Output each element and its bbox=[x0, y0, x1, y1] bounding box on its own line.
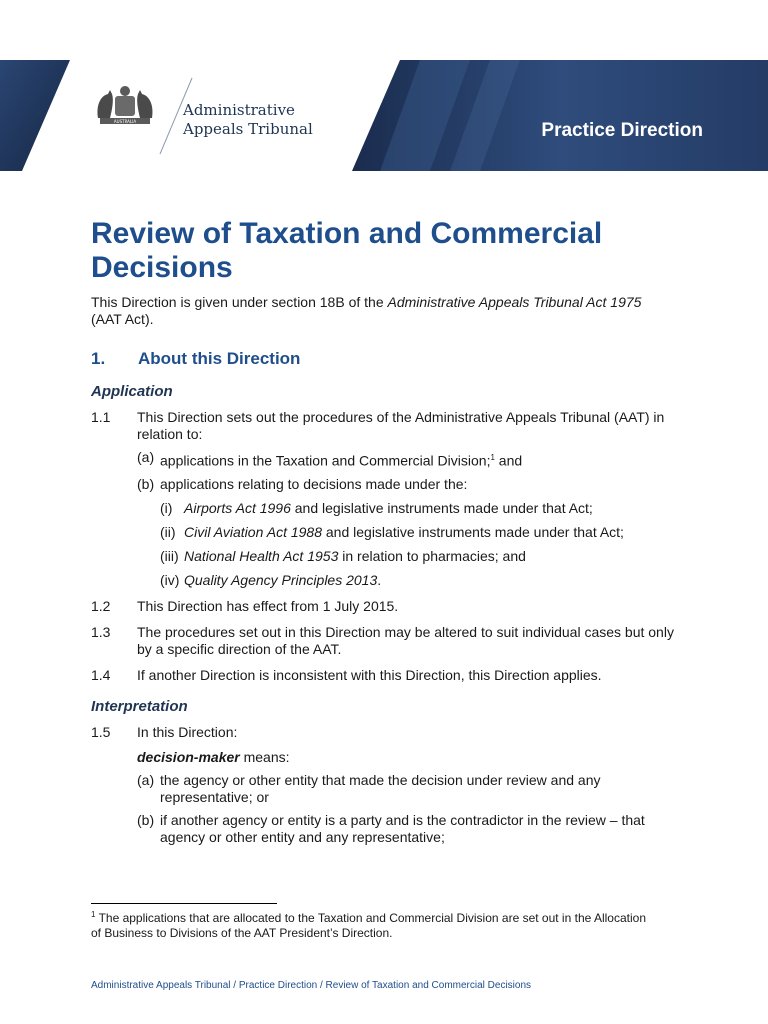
subparagraph-label: (b) bbox=[137, 811, 155, 828]
paragraph-number: 1.1 bbox=[91, 409, 111, 425]
list-item-label: (iv) bbox=[160, 571, 180, 588]
page-title: Review of Taxation and Commercial Decisions bbox=[91, 217, 603, 284]
paragraph-1-1 bbox=[91, 409, 691, 443]
footnote-divider bbox=[91, 903, 277, 904]
list-item-label: (i) bbox=[160, 499, 173, 516]
org-name-line1: Administrative bbox=[183, 101, 295, 119]
footnote-text: The applications that are allocated to the Taxation and Commercial Division are set out in the Allocation of Business to Divisions of the AAT President’s Direction. bbox=[91, 911, 646, 940]
paragraph-text: This Direction sets out the procedures of the Administrative Appeals Tribunal (AAT) in relation to: bbox=[137, 409, 665, 442]
section-title: About this Direction bbox=[138, 349, 301, 368]
list-item-label: (ii) bbox=[160, 523, 176, 540]
paragraph-number: 1.5 bbox=[91, 723, 111, 740]
seal-text: AUSTRALIA bbox=[113, 119, 137, 124]
subparagraph-text: the agency or other entity that made the decision under review and any representative; or bbox=[160, 771, 601, 805]
definition-term-line bbox=[137, 749, 691, 766]
subparagraph-a bbox=[137, 449, 691, 470]
intro-text: This Direction is given under section 18B of the bbox=[91, 294, 388, 310]
subheading-interpretation: Interpretation bbox=[91, 697, 188, 715]
paragraph-number: 1.2 bbox=[91, 597, 111, 614]
intro-text-end: (AAT Act). bbox=[91, 311, 154, 327]
list-item-text: National Health Act 1953 in relation to pharmacies; and bbox=[184, 547, 526, 564]
coat-of-arms-logo bbox=[90, 82, 160, 128]
subparagraph-label: (b) bbox=[137, 475, 155, 492]
doc-type-label: Practice Direction bbox=[541, 120, 703, 141]
paragraph-text: This Direction has effect from 1 July 2015. bbox=[137, 597, 399, 614]
paragraph-number: 1.3 bbox=[91, 623, 111, 640]
list-item-text: Quality Agency Principles 2013. bbox=[184, 571, 382, 588]
org-name-line2: Appeals Tribunal bbox=[183, 120, 313, 138]
paragraph-1-2 bbox=[91, 598, 691, 615]
list-item bbox=[160, 500, 691, 517]
subparagraph-text: applications relating to decisions made under the: bbox=[160, 475, 468, 492]
footnote bbox=[91, 907, 651, 941]
page-footer: Administrative Appeals Tribunal / Practice Direction / Review of Taxation and Commercial Decisions bbox=[91, 980, 532, 991]
subparagraph-b bbox=[137, 476, 691, 493]
paragraph-1-3 bbox=[91, 624, 691, 658]
subparagraph-text: if another agency or entity is a party and is the contradictor in the review – that agency or other entity and any representative; bbox=[160, 811, 645, 845]
paragraph-1-4 bbox=[91, 667, 691, 684]
definition-means: means: bbox=[239, 748, 290, 765]
section-number: 1. bbox=[91, 349, 106, 368]
list-item bbox=[160, 524, 691, 541]
paragraph-text: In this Direction: bbox=[137, 723, 238, 740]
subparagraph-text: applications in the Taxation and Commercial Division;$^1$ and bbox=[160, 452, 523, 469]
list-item bbox=[160, 572, 691, 589]
paragraph-text: If another Direction is inconsistent with this Direction, this Direction applies. bbox=[137, 666, 602, 683]
defined-term: decision-maker bbox=[137, 748, 240, 765]
paragraph-1-5 bbox=[91, 724, 691, 741]
subparagraph-label: (a) bbox=[137, 771, 155, 788]
definition-item-b bbox=[137, 812, 691, 846]
definition-item-a bbox=[137, 772, 691, 806]
paragraph-number: 1.4 bbox=[91, 666, 111, 683]
paragraph-text: The procedures set out in this Direction may be altered to suit individual cases but only by a specific direction of the AAT. bbox=[137, 623, 674, 657]
intro-act-name: Administrative Appeals Tribunal Act 1975 bbox=[387, 294, 642, 310]
section-heading bbox=[91, 349, 691, 369]
org-name bbox=[183, 101, 313, 139]
subparagraph-label: (a) bbox=[137, 449, 155, 465]
document-body bbox=[91, 217, 691, 846]
footnote-ref[interactable]: 1 bbox=[490, 453, 495, 462]
intro-paragraph bbox=[91, 294, 691, 328]
footnote-mark: 1 bbox=[91, 910, 96, 919]
list-item-text: Civil Aviation Act 1988 and legislative instruments made under that Act; bbox=[184, 523, 624, 540]
subheading-application: Application bbox=[91, 383, 173, 400]
list-item bbox=[160, 548, 691, 565]
list-item-label: (iii) bbox=[160, 547, 179, 564]
list-item-text: Airports Act 1996 and legislative instruments made under that Act; bbox=[184, 499, 593, 516]
